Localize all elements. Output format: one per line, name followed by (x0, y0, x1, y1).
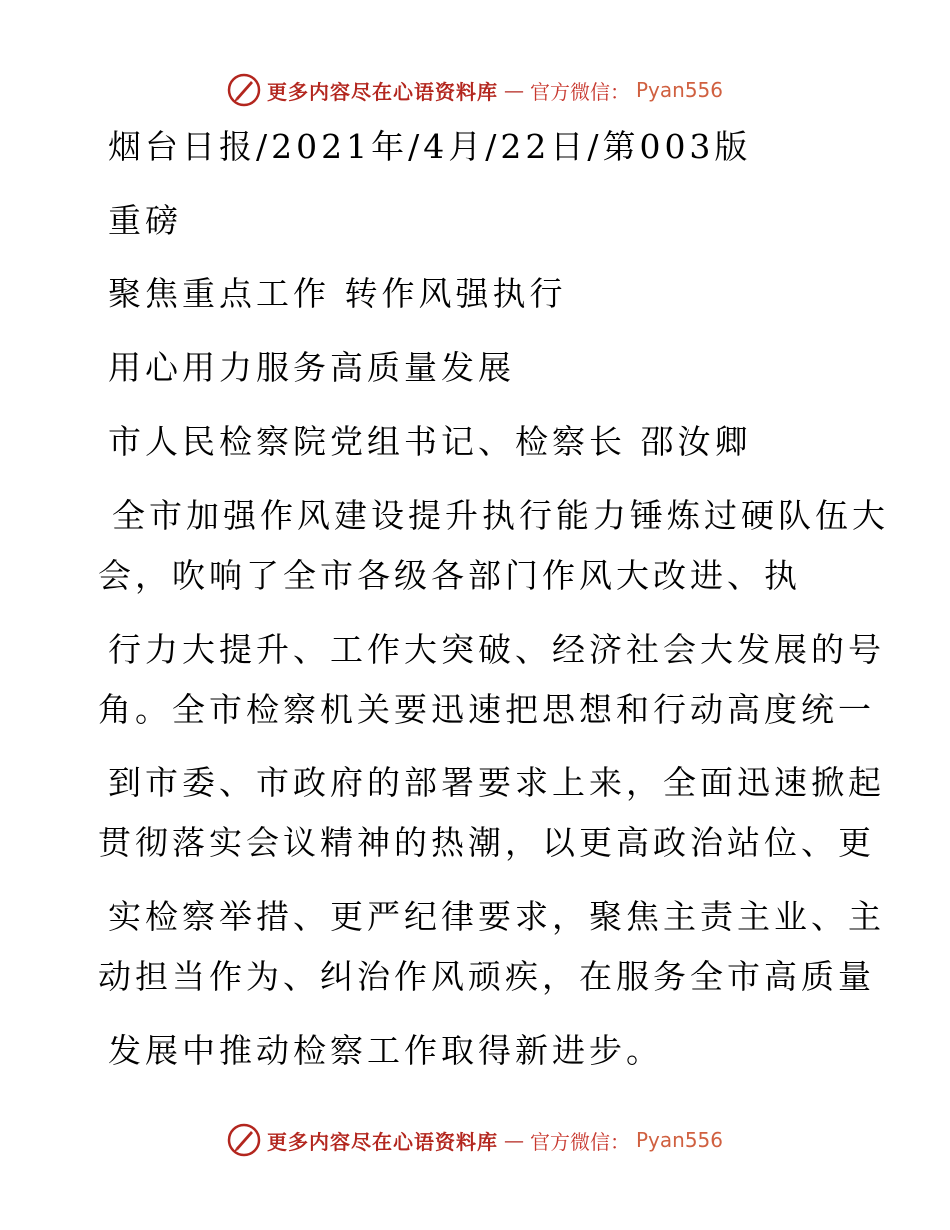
feather-pen-logo-icon (227, 1123, 261, 1157)
watermark-dash: — (503, 78, 524, 102)
newspaper-source: 烟台日报/2021年/4月/22日/第003版 (108, 127, 752, 166)
body-line: 会，吹响了全市各级各部门作风大改进、执 (98, 556, 801, 595)
watermark-dash: — (503, 1128, 524, 1152)
watermark-wechat-id: Pyan556 (635, 78, 723, 102)
watermark-bottom (0, 1120, 950, 1160)
feather-pen-logo-icon (227, 73, 261, 107)
article-author: 市人民检察院党组书记、检察长 邵汝卿 (108, 422, 752, 461)
body-line: 动担当作为、纠治作风顽疾，在服务全市高质量 (98, 957, 875, 996)
watermark-top (0, 70, 950, 110)
body-line: 实检察举措、更严纪律要求，聚焦主责主业、主 (108, 897, 885, 936)
body-line: 贯彻落实会议精神的热潮，以更高政治站位、更 (98, 823, 875, 862)
watermark-wechat-id: Pyan556 (635, 1128, 723, 1152)
body-line: 角。全市检察机关要迅速把思想和行动高度统一 (98, 690, 875, 729)
body-line: 到市委、市政府的部署要求上来，全面迅速掀起 (108, 763, 885, 802)
body-line: 发展中推动检察工作取得新进步。 (108, 1031, 663, 1070)
body-line: 行力大提升、工作大突破、经济社会大发展的号 (108, 630, 885, 669)
body-line: 全市加强作风建设提升执行能力锤炼过硬队伍大 (112, 496, 889, 535)
watermark-main-text: 更多内容尽在心语资料库 (266, 1129, 498, 1154)
watermark-sub-text: 官方微信： (529, 1129, 630, 1154)
article-title-line-1: 聚焦重点工作 转作风强执行 (108, 274, 567, 313)
article-title-line-2: 用心用力服务高质量发展 (108, 348, 515, 387)
watermark-sub-text: 官方微信： (529, 79, 630, 104)
article-kicker: 重磅 (108, 201, 182, 240)
watermark-main-text: 更多内容尽在心语资料库 (266, 79, 498, 104)
